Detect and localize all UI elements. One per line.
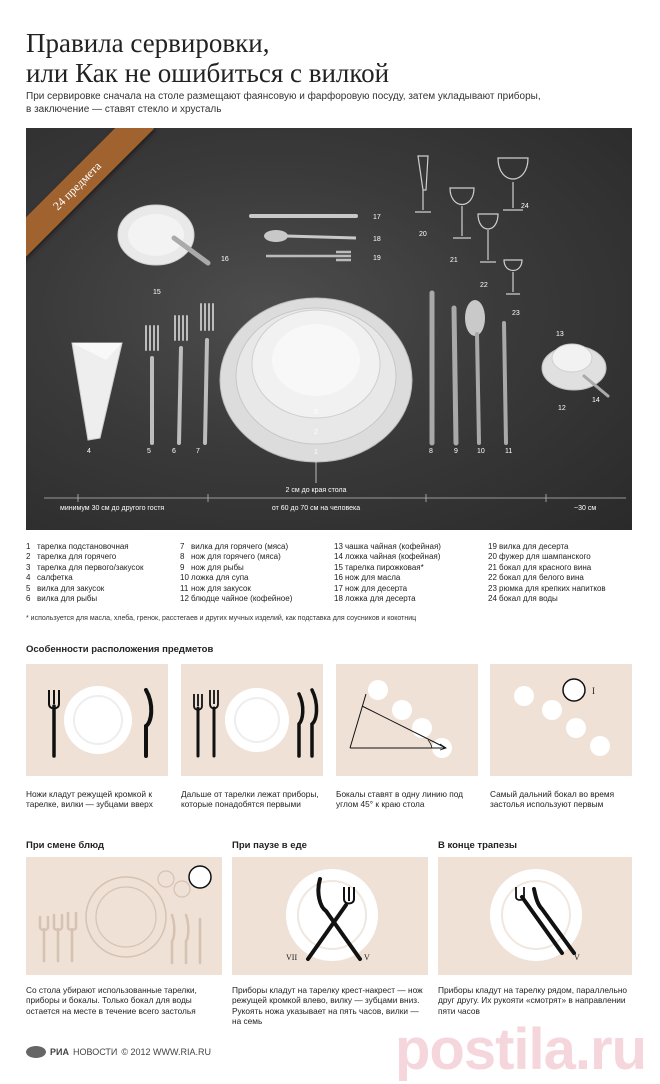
title-line-1: Правила сервировки, — [26, 28, 270, 58]
num-3: 3 — [314, 409, 318, 416]
legend-item: 6 вилка для рыбы — [26, 594, 98, 604]
red-wine-glass — [450, 188, 474, 238]
cutlery-order-illustration — [181, 664, 323, 776]
legend-item: 16 нож для масла — [334, 573, 401, 583]
end-title: В конце трапезы — [438, 840, 518, 851]
page-title — [26, 28, 626, 88]
first-glass-illustration — [490, 664, 632, 776]
items-count-ribbon: 24 предмета — [26, 128, 154, 263]
legend-item: 8 нож для горячего (мяса) — [180, 552, 281, 562]
legend-item: 14 ложка чайная (кофейная) — [334, 552, 441, 562]
glasses — [415, 156, 528, 294]
watermark: postila.ru — [394, 1017, 646, 1082]
num-13: 13 — [556, 331, 564, 338]
left-forks — [146, 304, 213, 443]
panel-knives-forks — [26, 664, 168, 776]
table-setting-photo — [26, 128, 632, 530]
features-title: Особенности расположения предметов — [26, 644, 214, 655]
dessert-fork — [266, 252, 351, 260]
knives-forks-illustration — [26, 664, 168, 776]
champagne-flute — [415, 156, 431, 212]
legend-item: 21 бокал для красного вина — [488, 562, 592, 572]
num-7: 7 — [196, 448, 200, 455]
meat-fork — [205, 340, 207, 443]
num-10: 10 — [477, 448, 485, 455]
legend-item: 7 вилка для горячего (мяса) — [180, 542, 289, 551]
pause-title: При паузе в еде — [232, 840, 307, 851]
num-1: 1 — [314, 449, 318, 456]
measure-per-person: от 60 до 70 см на человека — [271, 505, 361, 512]
num-18: 18 — [373, 236, 381, 243]
roman-one: I — [592, 686, 595, 696]
tea-cup — [552, 344, 592, 372]
ria-logo-icon — [26, 1046, 46, 1058]
panel-pause — [232, 857, 428, 975]
panel-glasses-angle — [336, 664, 478, 776]
change-illustration — [26, 857, 222, 975]
num-16: 16 — [221, 256, 229, 263]
caption-glasses-angle: Бокалы ставят в одну линию под углом 45° к краю стола — [336, 789, 463, 810]
legend-item: 10 ложка для супа — [180, 573, 249, 583]
legend-column-4 — [488, 542, 606, 604]
legend-item: 17 нож для десерта — [334, 583, 408, 593]
subtitle — [26, 90, 626, 116]
footnote: * используется для масла, хлеба, гренок, расстегаев и других мучных изделий, как подставка для соусников и кокотниц — [26, 615, 417, 622]
measure-other-guest: минимум 30 см до другого гостя — [60, 505, 165, 512]
end-caption: Приборы кладут на тарелку рядом, параллельно друг другу. Их рукояти «смотрят» в направлении пяти часов — [438, 985, 628, 1016]
liqueur-glass — [504, 260, 522, 294]
caption-cutlery-order: Дальше от тарелки лежат приборы, которые понадобятся первыми — [181, 789, 319, 810]
legend-item: 2 тарелка для горячего — [26, 552, 117, 562]
num-17: 17 — [373, 214, 381, 221]
legend-column-3 — [334, 542, 441, 604]
legend-column-1 — [26, 542, 143, 604]
legend-item: 15 тарелка пирожковая* — [334, 562, 424, 572]
soup-spoon — [465, 300, 485, 336]
legend-item: 19 вилка для десерта — [488, 542, 569, 551]
fish-fork — [179, 348, 181, 443]
num-20: 20 — [419, 231, 427, 238]
panel-change — [26, 857, 222, 975]
brand-ria: РИА — [50, 1047, 69, 1057]
change-caption: Со стола убирают использованные тарелки, приборы и бокалы. Только бокал для воды остается на месте в течение всего застолья — [26, 985, 197, 1016]
caption-first-glass: Самый дальний бокал во время застолья используют первым — [490, 789, 615, 810]
num-19: 19 — [373, 255, 381, 262]
num-15: 15 — [153, 289, 161, 296]
legend-item: 3 тарелка для первого/закусок — [26, 562, 144, 572]
measure-table-edge: 2 см до края стола — [285, 487, 347, 494]
legend-item: 1 тарелка подстановочная — [26, 542, 129, 551]
num-12: 12 — [558, 405, 566, 412]
num-2: 2 — [314, 429, 318, 436]
legend-item: 11 нож для закусок — [180, 583, 251, 593]
num-6: 6 — [172, 448, 176, 455]
snack-knife — [504, 323, 506, 443]
legend-item: 23 рюмка для крепких напитков — [488, 583, 606, 593]
legend-item: 12 блюдце чайное (кофейное) — [180, 594, 293, 604]
measure-right: ~30 см — [574, 505, 597, 512]
legend-item: 24 бокал для воды — [488, 594, 558, 604]
legend-item: 9 нож для рыбы — [180, 562, 244, 572]
legend-column-2 — [180, 542, 292, 604]
num-23: 23 — [512, 310, 520, 317]
num-9: 9 — [454, 448, 458, 455]
num-8: 8 — [429, 448, 433, 455]
brand-novosti: НОВОСТИ — [72, 1047, 118, 1057]
legend-item: 5 вилка для закусок — [26, 583, 105, 593]
legend-item: 18 ложка для десерта — [334, 594, 416, 604]
num-14: 14 — [592, 397, 600, 404]
legend-item: 13 чашка чайная (кофейная) — [334, 542, 441, 551]
legend-item: 22 бокал для белого вина — [488, 573, 584, 583]
caption-knives-forks: Ножи кладут режущей кромкой к тарелке, вилки — зубцами вверх — [26, 789, 153, 810]
num-24: 24 — [521, 203, 529, 210]
panel-first-glass — [490, 664, 632, 776]
pause-caption: Приборы кладут на тарелку крест-накрест — нож режущей кромкой влево, вилку — зубцами вниз. Рукоять ножа указывает на пять часов, вилки — на семь — [232, 985, 423, 1027]
num-5: 5 — [147, 448, 151, 455]
right-cutlery — [432, 293, 506, 443]
roman-v-end: V — [574, 953, 580, 962]
napkin — [72, 343, 122, 440]
dessert-spoon — [264, 230, 288, 242]
end-illustration — [438, 857, 632, 975]
roman-v: V — [364, 953, 370, 962]
num-21: 21 — [450, 257, 458, 264]
subtitle-line-1: При сервировке сначала на столе размещают фаянсовую и фарфоровую посуду, затем укладывают приборы, — [26, 91, 541, 102]
num-22: 22 — [480, 282, 488, 289]
num-11: 11 — [505, 448, 513, 455]
legend-item: 20 фужер для шампанского — [488, 552, 591, 562]
fish-knife — [454, 308, 456, 443]
glasses-angle-illustration — [336, 664, 478, 776]
subtitle-line-2: в заключение — ставят стекло и хрусталь — [26, 104, 222, 115]
pause-illustration — [232, 857, 428, 975]
legend-item: 4 салфетка — [26, 573, 73, 583]
num-4: 4 — [87, 448, 91, 455]
table-setting-illustration — [26, 128, 632, 530]
footer — [26, 1046, 211, 1058]
white-wine-glass — [478, 214, 498, 262]
copyright: © 2012 WWW.RIA.RU — [121, 1047, 212, 1057]
roman-vii: VII — [286, 953, 298, 962]
change-title: При смене блюд — [26, 840, 105, 851]
panel-cutlery-order — [181, 664, 323, 776]
panel-end — [438, 857, 632, 975]
title-line-2: или Как не ошибиться с вилкой — [26, 58, 390, 88]
